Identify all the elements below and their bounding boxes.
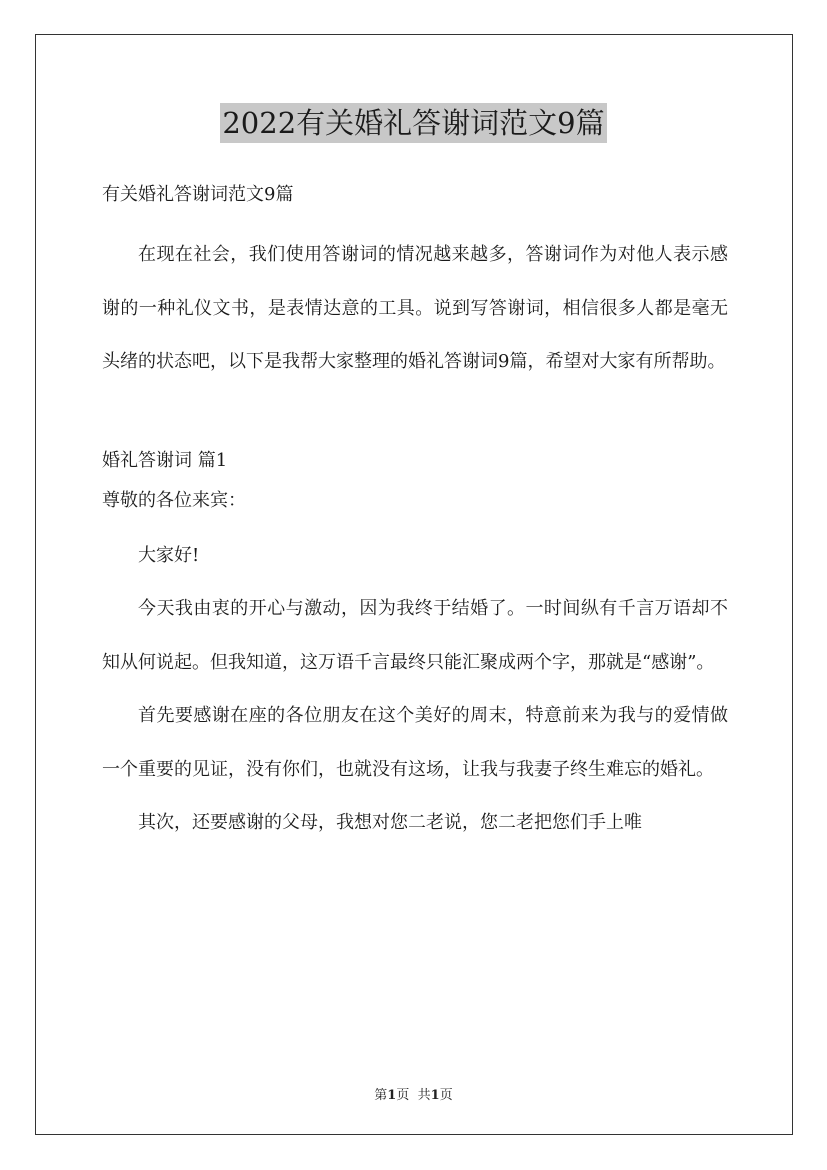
blank-spacer [102, 389, 728, 441]
footer-total-number: 1 [430, 1088, 440, 1103]
salutation: 尊敬的各位来宾： [102, 489, 246, 511]
footer-page-number: 1 [387, 1088, 397, 1103]
section-heading: 婚礼答谢词 篇1 [102, 449, 228, 471]
body-paragraph-friends: 首先要感谢在座的各位朋友在这个美好的周末，特意前来为我与的爱情做一个重要的见证，没有你们，也就没有这场，让我与我妻子终生难忘的婚礼。 [102, 705, 728, 780]
intro-paragraph: 在现在社会，我们使用答谢词的情况越来越多，答谢词作为对他人表示感谢的一种礼仪文书，是表情达意的工具。说到写答谢词，相信很多人都是毫无头绪的状态吧，以下是我帮大家整理的婚礼答谢词9篇，希望对大家有所帮助。 [102, 244, 728, 372]
document-subtitle: 有关婚礼答谢词范文9篇 [102, 184, 294, 205]
body-paragraph-parents: 其次，还要感谢的父母，我想对您二老说，您二老把您们手上唯 [138, 812, 642, 833]
body-paragraph-thanks: 今天我由衷的开心与激动，因为我终于结婚了。一时间纵有千言万语却不知从何说起。但我知道，这万语千言最终只能汇聚成两个字，那就是“感谢”。 [102, 598, 728, 673]
footer-total-unit: 页 [439, 1088, 453, 1103]
document-title-text: 2022有关婚礼答谢词范文9篇 [220, 103, 606, 143]
footer-total-prefix: 共 [417, 1088, 431, 1103]
document-title [0, 103, 827, 143]
footer-page-unit: 页 [396, 1088, 410, 1103]
page-footer [0, 1084, 827, 1103]
body-paragraph-greeting: 大家好! [138, 544, 200, 566]
document-body [102, 176, 728, 850]
footer-page-prefix: 第 [374, 1088, 388, 1103]
